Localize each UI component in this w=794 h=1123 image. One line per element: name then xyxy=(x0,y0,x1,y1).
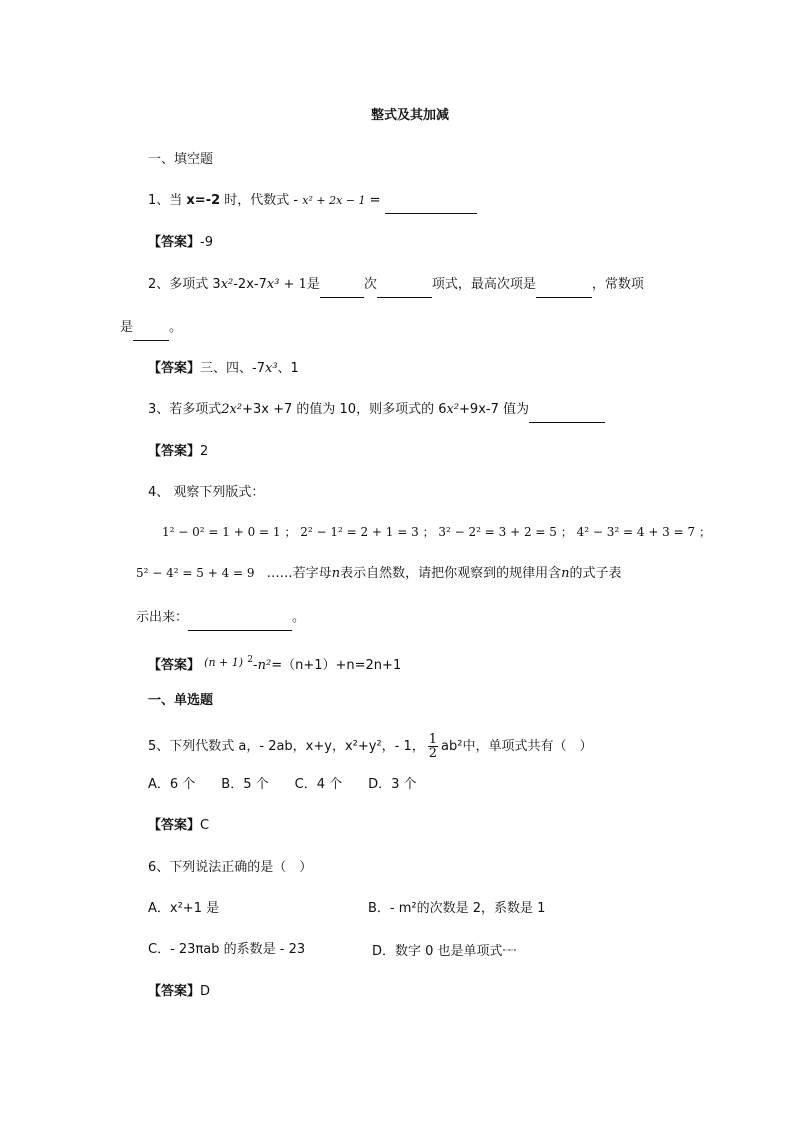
answer-6 xyxy=(148,982,210,1002)
q5-suffix: ab²中，单项式共有（ ） xyxy=(441,739,593,754)
page-title: 整式及其加减 xyxy=(371,108,450,123)
q4-eq2: 2² − 1² = 2 + 1 = 3 xyxy=(300,525,419,539)
a2-tail: 、1 xyxy=(277,361,299,376)
fraction-denominator: 2 xyxy=(428,746,438,761)
q3-mid1: +3x +7 的值为 10，则多项式的 6 xyxy=(242,402,447,417)
question-6-option-d xyxy=(372,940,516,962)
q2-mid: -2x-7 xyxy=(233,277,267,292)
question-5 xyxy=(148,733,592,760)
watermark-mark: ▪▫▪▫▪ xyxy=(502,947,517,952)
fraction-one-half xyxy=(428,733,438,760)
answer-blank[interactable] xyxy=(385,193,477,214)
answer-label: 【答案】 xyxy=(148,235,201,250)
q2-end: 。 xyxy=(169,320,183,335)
a4-n-squared: n² xyxy=(257,658,272,673)
q6-option-d-text: D．数字 0 也是单项式 xyxy=(372,944,503,959)
question-5-options: A．6 个 B．5 个 C．4 个 D．3 个 xyxy=(148,777,417,792)
q4-cont3: 的式子表 xyxy=(569,566,622,581)
q2-x-squared: x² xyxy=(220,277,234,292)
answer-blank[interactable] xyxy=(529,402,605,423)
answer-blank[interactable] xyxy=(377,277,432,298)
q4-sep: ； xyxy=(698,525,711,539)
question-6: 6、下列说法正确的是（ ） xyxy=(148,860,313,875)
answer-label: 【答案】 xyxy=(148,658,201,673)
answer-value: 2 xyxy=(200,444,209,459)
q4-cont2: 表示自然数，请把你观察到的规律用含 xyxy=(340,566,562,581)
a4-minus: - xyxy=(252,658,258,673)
q4-end: 。 xyxy=(292,610,306,625)
answer-1 xyxy=(148,233,213,253)
answer-3 xyxy=(148,442,208,462)
q4-sep: ； xyxy=(560,525,573,539)
q1-x-value: x=-2 xyxy=(186,193,221,208)
q4-eq3: 3² − 2² = 3 + 2 = 5 xyxy=(438,525,557,539)
question-6-option-b: B．- m²的次数是 2，系数是 1 xyxy=(368,901,546,916)
a2-x-cubed: x³ xyxy=(264,361,278,376)
answer-label: 【答案】 xyxy=(148,361,201,376)
question-4-row-3 xyxy=(136,608,305,631)
answer-blank[interactable] xyxy=(133,320,169,341)
question-6-option-c: C．- 23πab 的系数是 - 23 xyxy=(148,942,306,957)
q4-eq1: 1² − 0² = 1 + 0 = 1 xyxy=(162,525,281,539)
q1-mid: 时，代数式 - xyxy=(224,193,299,208)
question-1 xyxy=(148,191,477,214)
a4-rest: =（n+1）+n=2n+1 xyxy=(271,658,402,673)
q2-ci: 次 xyxy=(363,277,377,292)
question-4-equations-row-1 xyxy=(162,522,711,542)
q4-sep: ； xyxy=(284,525,297,539)
question-4-row-2 xyxy=(136,563,621,584)
answer-blank[interactable] xyxy=(188,610,292,631)
q1-equals: = xyxy=(369,193,381,208)
q3-expr1: 2x² xyxy=(221,402,243,417)
q4-eq4: 4² − 3² = 4 + 3 = 7 xyxy=(576,525,696,539)
q2-changshu: ，常数项 xyxy=(591,277,644,292)
answer-2 xyxy=(148,359,299,379)
q2-is: 是 xyxy=(306,277,320,292)
answer-value: -9 xyxy=(200,235,213,250)
q2-prefix: 2、多项式 3 xyxy=(148,277,221,292)
answer-5 xyxy=(148,816,209,836)
q1-prefix: 1、当 xyxy=(148,193,183,208)
q3-prefix: 3、若多项式 xyxy=(148,402,222,417)
q2-xiangshi: 项式，最高次项是 xyxy=(431,277,536,292)
q4-n: n xyxy=(331,566,341,581)
fraction-numerator: 1 xyxy=(428,732,438,747)
answer-label: 【答案】 xyxy=(148,818,201,833)
answer-label: 【答案】 xyxy=(148,984,201,999)
answer-label: 【答案】 xyxy=(148,444,201,459)
q2-line2: 是 xyxy=(120,320,134,335)
a4-square: 2 xyxy=(247,655,253,665)
q4-cont1: ……若字母 xyxy=(266,566,332,581)
section-heading-single-choice: 一、单选题 xyxy=(148,693,214,708)
q5-prefix: 5、下列代数式 a，- 2ab，x+y，x²+y²，- 1， xyxy=(148,739,425,754)
q2-x-cubed: x³ xyxy=(266,277,280,292)
answer-value: D xyxy=(200,984,211,999)
section-heading-fill-blank: 一、填空题 xyxy=(148,152,214,167)
answer-4 xyxy=(148,650,401,676)
question-3 xyxy=(148,400,605,423)
answer-blank[interactable] xyxy=(320,277,364,298)
answer-value: C xyxy=(200,818,210,833)
q1-expression: x² + 2x − 1 xyxy=(302,194,366,207)
q4-n: n xyxy=(561,566,570,581)
question-2-line-2 xyxy=(120,318,182,341)
q4-sep: ； xyxy=(422,525,435,539)
a2-text: 三、四、-7 xyxy=(200,361,265,376)
answer-blank[interactable] xyxy=(536,277,592,298)
q2-plus-one: + 1 xyxy=(279,277,307,292)
q3-expr2: x² xyxy=(446,402,460,417)
question-4: 4、 观察下列版式： xyxy=(148,485,265,500)
q4-line3: 示出来： xyxy=(136,610,189,625)
a4-expr: (n + 1) xyxy=(204,656,244,669)
q4-eq5: 5² − 4² = 5 + 4 = 9 xyxy=(136,566,255,580)
q3-mid2: +9x-7 值为 xyxy=(459,402,529,417)
question-6-option-a: A．x²+1 是 xyxy=(148,901,220,916)
question-2 xyxy=(148,275,644,298)
